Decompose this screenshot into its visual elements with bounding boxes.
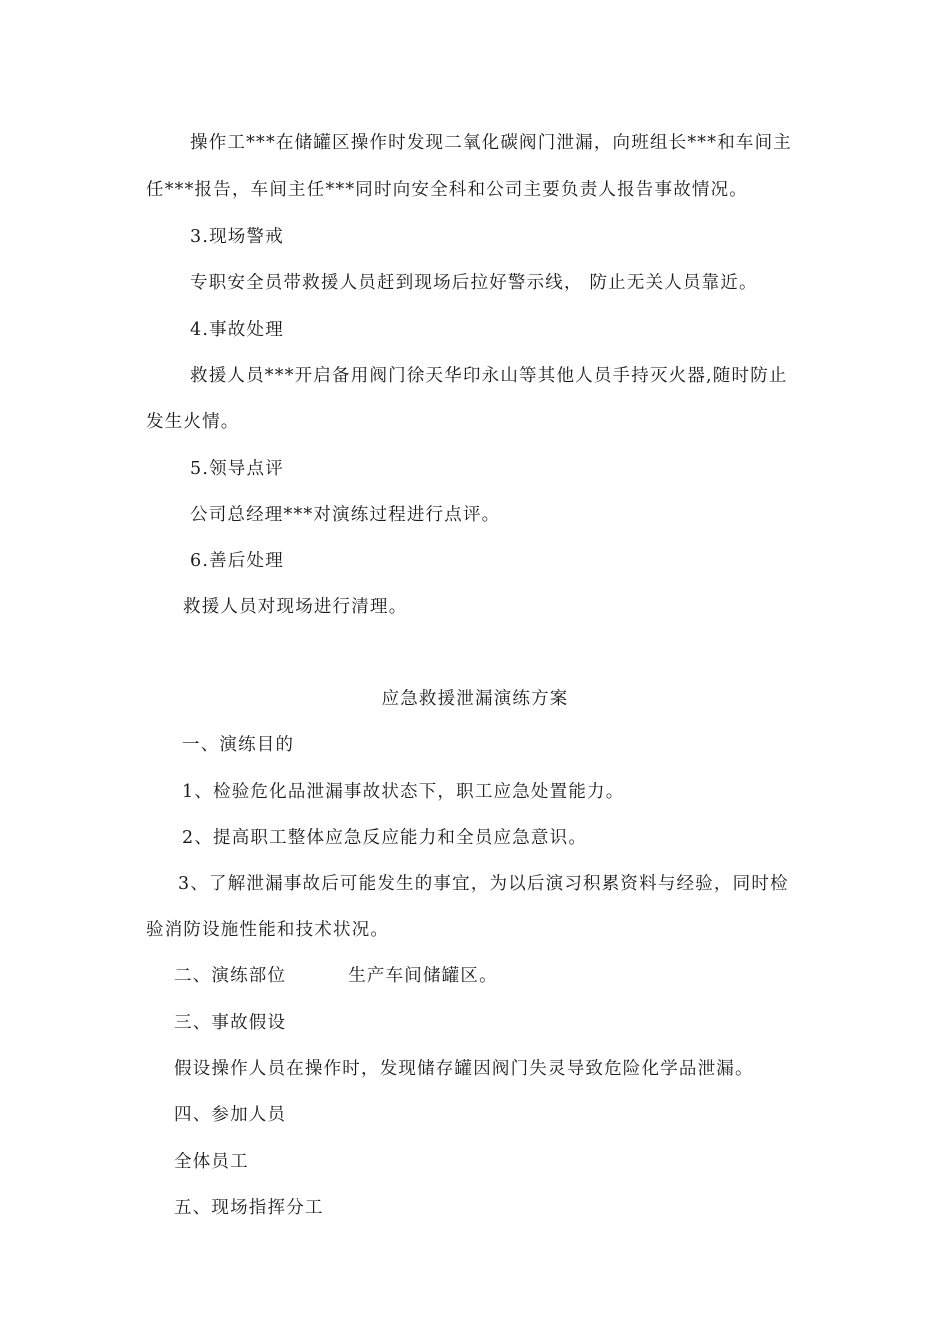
heading-accident-assumption: 三、事故假设 [174,1013,287,1033]
paragraph-site-cordon: 专职安全员带救援人员赶到现场后拉好警示线， 防止无关人员靠近。 [190,273,758,293]
paragraph-accident-handling-line1: 救援人员***开启备用阀门徐天华印永山等其他人员手持灭火器,随时防止 [190,366,788,386]
heading-leader-review: 5.领导点评 [190,459,284,479]
list-item-purpose-2: 2、提高职工整体应急反应能力和全员应急意识。 [182,828,588,848]
list-item-purpose-1: 1、检验危化品泄漏事故状态下，职工应急处置能力。 [182,782,625,802]
paragraph-participants: 全体员工 [174,1152,249,1172]
heading-site-cordon: 3.现场警戒 [190,227,284,247]
paragraph-accident-assumption: 假设操作人员在操作时，发现储存罐因阀门失灵导致危险化学品泄漏。 [174,1059,754,1079]
heading-drill-location [174,964,498,988]
heading-aftermath: 6.善后处理 [190,551,284,571]
paragraph-leader-review: 公司总经理***对演练过程进行点评。 [190,505,501,525]
heading-participants: 四、参加人员 [174,1105,287,1125]
paragraph-aftermath: 救援人员对现场进行清理。 [183,597,408,617]
paragraph-report-line2: 任***报告，车间主任***同时向安全科和公司主要负责人报告事故情况。 [146,180,748,200]
drill-location-value: 生产车间储罐区。 [348,966,498,986]
drill-location-label: 二、演练部位 [174,966,287,986]
heading-drill-purpose: 一、演练目的 [182,735,295,755]
paragraph-accident-handling-line2: 发生火情。 [146,412,240,432]
paragraph-report-line1: 操作工***在储罐区操作时发现二氧化碳阀门泄漏，向班组长***和车间主 [190,133,792,153]
list-item-purpose-3-line2: 验消防设施性能和技术状况。 [146,920,390,940]
list-item-purpose-3-line1: 3、了解泄漏事故后可能发生的事宜，为以后演习积累资料与经验，同时检 [178,874,789,894]
heading-accident-handling: 4.事故处理 [190,320,284,340]
document-title: 应急救援泄漏演练方案 [381,689,569,709]
heading-command-division: 五、现场指挥分工 [174,1198,324,1218]
